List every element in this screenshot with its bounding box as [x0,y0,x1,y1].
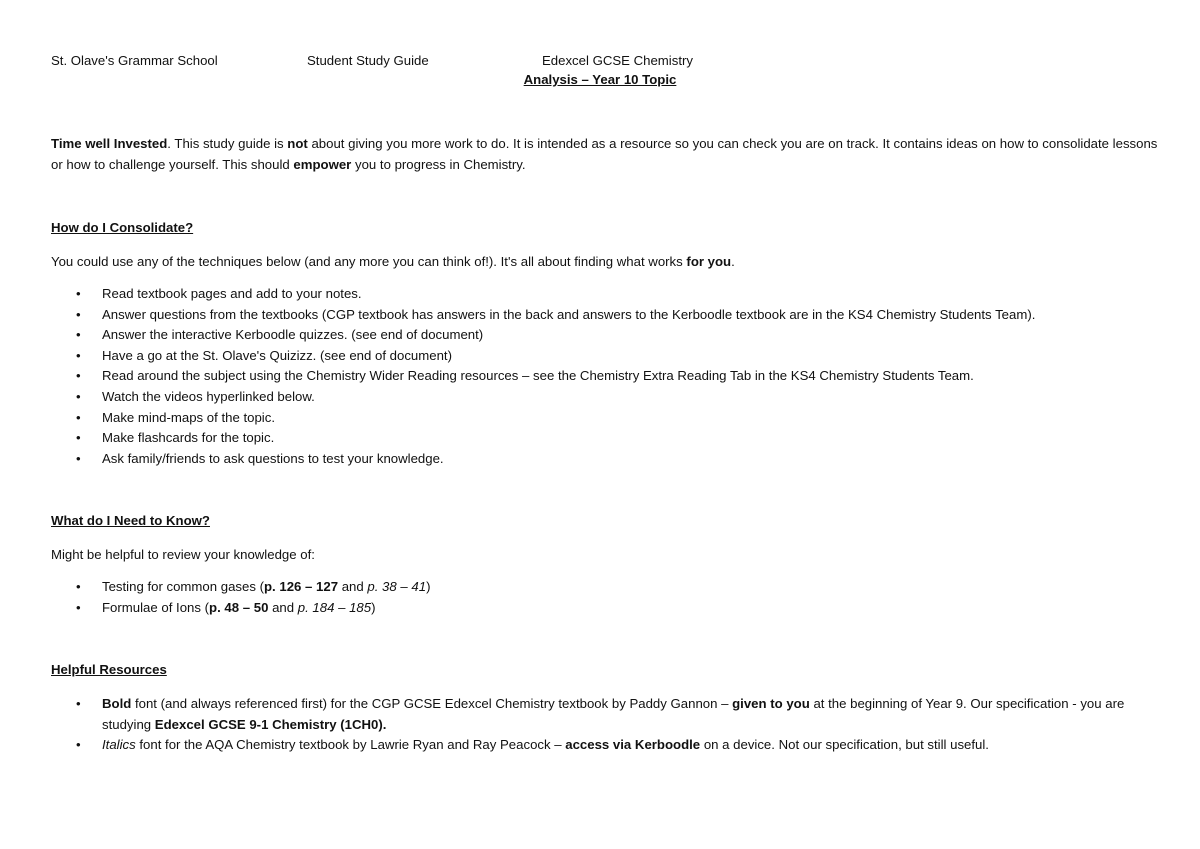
bullet-icon: • [76,368,81,384]
resource-text: font (and always referenced first) for the CGP GCSE Edexcel Chemistry textbook by Paddy Gannon – [131,696,733,711]
intro-empower: empower [293,157,352,172]
list-item [51,598,1161,619]
intro-paragraph [51,133,1161,175]
resources-heading: Helpful Resources [51,662,167,677]
list-item [51,387,1161,408]
list-item-text: Make mind-maps of the topic. [102,409,275,425]
bullet-icon: • [76,696,81,711]
bullet-icon: • [76,327,81,343]
guide-title: Student Study Guide [307,53,429,68]
list-item [51,408,1161,429]
resources-list [51,694,1161,756]
topic-title: Analysis – Year 10 Topic [523,72,677,87]
bold-word: Bold [102,696,132,711]
bullet-icon: • [76,450,81,466]
intro-text-3: you to progress in Chemistry. [351,157,526,172]
list-item [51,325,1161,346]
intro-lead: Time well Invested [51,136,168,151]
specification-name: Edexcel GCSE 9-1 Chemistry (1CH0). [154,716,387,732]
consolidate-intro-end: . [731,254,735,269]
list-item [51,449,1161,470]
item-mid: and [338,579,368,594]
intro-not: not [287,136,308,151]
bullet-icon: • [76,737,81,752]
list-item-text: Answer the interactive Kerboodle quizzes. (see end of document) [102,327,484,343]
bullet-icon: • [76,388,81,404]
cgp-pages: p. 126 – 127 [263,579,339,594]
bullet-icon: • [76,286,81,301]
kerboodle-access: access via Kerboodle [565,737,701,752]
list-item [51,346,1161,367]
need-to-know-heading: What do I Need to Know? [51,513,210,528]
list-item-text: Watch the videos hyperlinked below. [102,388,315,404]
resource-text: font for the AQA Chemistry textbook by Lawrie Ryan and Ray Peacock – [135,737,566,752]
list-item [51,366,1161,387]
aqa-pages: p. 38 – 41 [367,579,427,594]
item-mid: and [268,599,298,615]
consolidate-heading: How do I Consolidate? [51,220,194,235]
list-item [51,305,1161,326]
list-item-text: Have a go at the St. Olave's Quizizz. (see end of document) [102,347,452,363]
list-item-text: Make flashcards for the topic. [102,430,275,446]
list-item-text: Read around the subject using the Chemistry Wider Reading resources – see the Chemistry Extra Reading Tab in the KS4 Chemistry Students Team. [102,368,974,384]
bullet-icon: • [76,579,81,594]
resource-text: on a device. Not our specification, but still useful. [700,737,989,752]
need-to-know-intro: Might be helpful to review your knowledge of: [51,547,315,562]
item-end: ) [426,579,431,594]
course-name: Edexcel GCSE Chemistry [542,53,693,68]
bullet-icon: • [76,430,81,446]
list-item [51,577,1161,598]
item-text: Formulae of Ions ( [102,599,210,615]
item-end: ) [371,599,376,615]
intro-text-2: about giving you more work to do. It is intended as a resource so you can check you are on track. It contains ideas on how to consolidate lessons or how to challenge yourself. This should [51,136,1158,172]
italics-word: Italics [102,737,136,752]
list-item-text: Ask family/friends to ask questions to test your knowledge. [102,450,444,466]
bullet-icon: • [76,409,81,425]
given-to-you: given to you [732,696,810,711]
aqa-pages: p. 184 – 185 [297,599,372,615]
consolidate-list [51,284,1161,469]
school-name: St. Olave's Grammar School [51,53,218,68]
list-item-text: Answer questions from the textbooks (CGP textbook has answers in the back and answers to the Kerboodle textbook are in the KS4 Chemistry Students Team). [102,306,1036,322]
bullet-icon: • [76,306,81,322]
list-item [51,694,1161,735]
list-item [51,284,1161,305]
bullet-icon: • [76,599,81,615]
bullet-icon: • [76,347,81,363]
list-item [51,428,1161,449]
consolidate-intro-text: You could use any of the techniques below (and any more you can think of!). It's all about finding what works [51,254,687,269]
need-to-know-list [51,577,1161,618]
intro-text-1: . This study guide is [167,136,288,151]
resource-text: at the beginning of Year 9. Our specification - you are studying [102,696,1125,732]
consolidate-intro-bold: for you [686,254,732,269]
list-item [51,735,1161,756]
list-item-text: Read textbook pages and add to your notes. [102,286,362,301]
item-text: Testing for common gases ( [102,579,264,594]
consolidate-intro [51,251,1161,272]
cgp-pages: p. 48 – 50 [209,599,269,615]
